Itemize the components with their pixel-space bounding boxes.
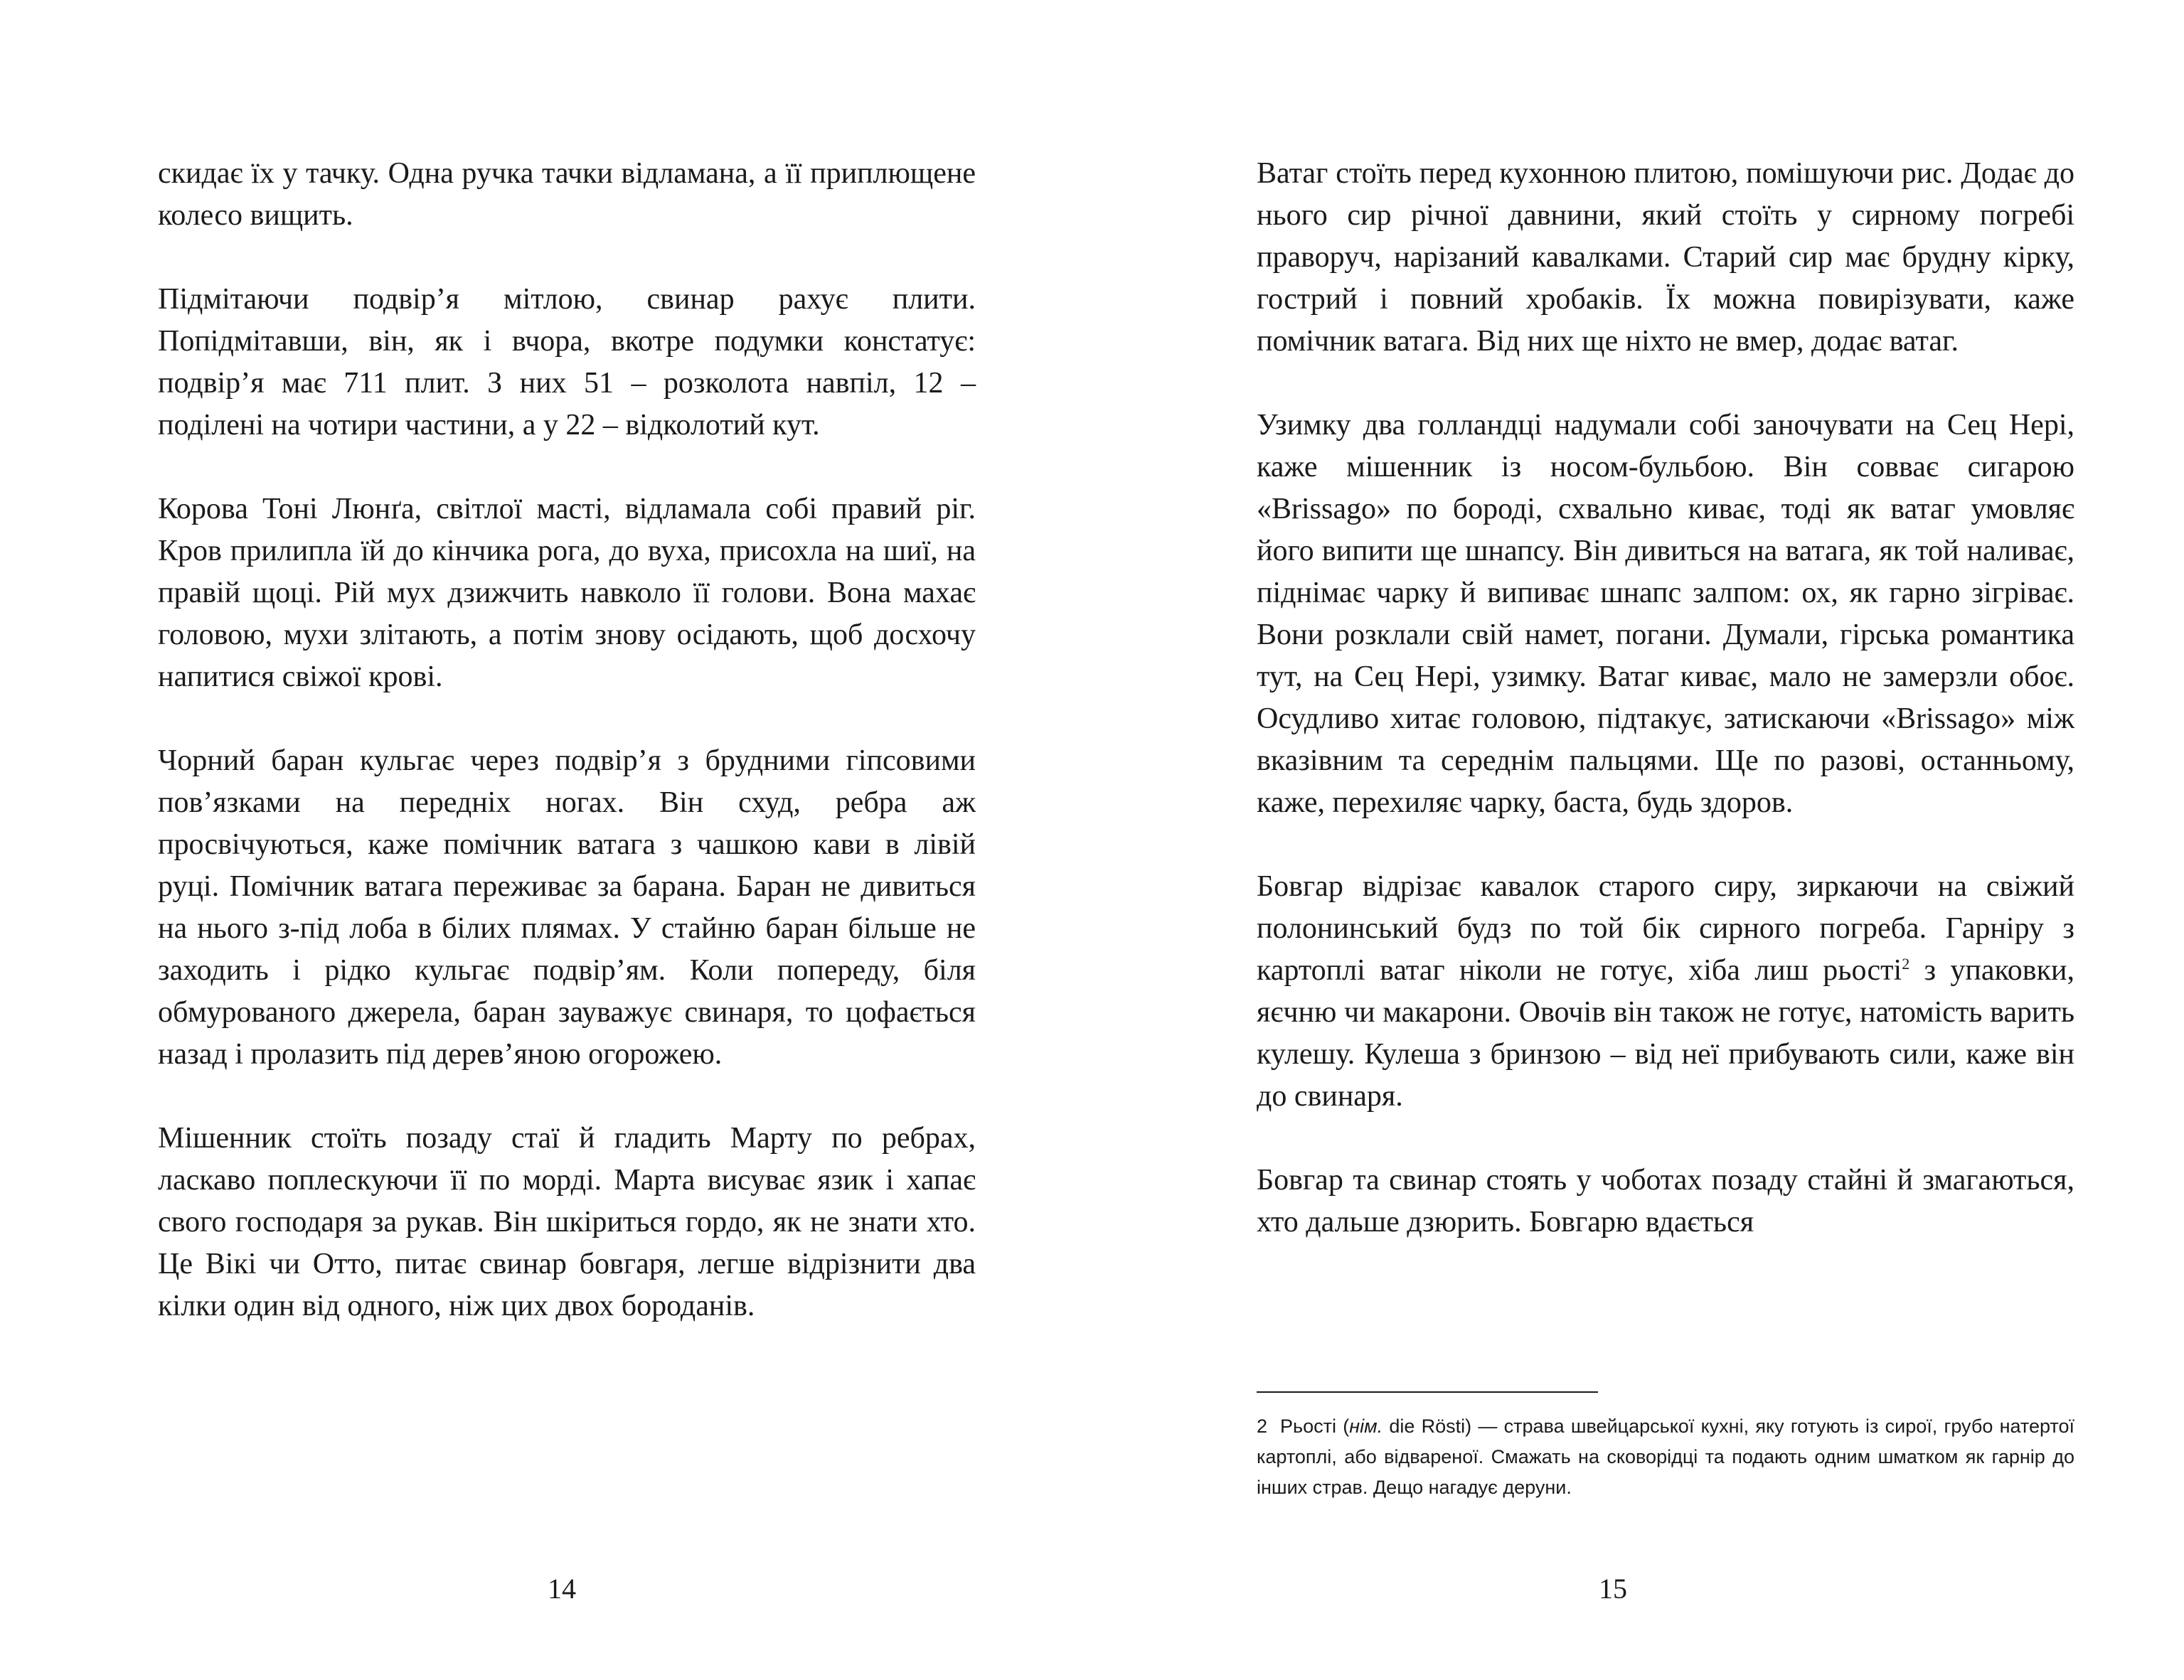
left-page-text: [158, 153, 976, 1327]
right-page-number: 15: [1599, 1573, 1627, 1605]
footnote-number: 2: [1257, 1416, 1268, 1437]
right-paragraph-3-after: з упаковки, яєчню чи макарони. Овочів він також не готує, натомість варить кулешу. Кулеша з бринзою – від неї прибувають сили, каже він до свинаря.: [1257, 954, 2074, 1113]
left-paragraph-2: Підмітаючи подвір’я мітлою, свинар рахує плити. Попідмітавши, він, як і вчора, вкотре подумки констатує: подвір’я має 711 плит. З них 51 – розколота навпіл, 12 – поділені на чотири частини, а у 22 – відколотий кут.: [158, 283, 976, 442]
left-paragraph-5: Мішенник стоїть позаду стаї й гладить Марту по ребрах, ласкаво поплескуючи її по морді. Марта висуває язик і хапає свого господаря за рукав. Він шкіриться гордо, як не знати хто. Це Вікі чи Отто, питає свинар бовгаря, легше відрізнити два кілки один від одного, ніж цих двох бороданів.: [158, 1122, 976, 1322]
right-paragraph-3: [1257, 866, 2074, 1118]
left-paragraph-1: скидає їх у тачку. Одна ручка тачки відламана, а її приплющене колесо вищить.: [158, 157, 976, 232]
right-paragraph-1: Ватаг стоїть перед кухонною плитою, помішуючи рис. Додає до нього сир річної давнини, який стоїть у сирному погребі праворуч, нарізаний кавалками. Старий сир має брудну кірку, гострий і повний хробаків. Їх можна повирізувати, каже помічник ватага. Від них ще ніхто не вмер, додає ватаг.: [1257, 157, 2074, 358]
right-page-text: [1257, 153, 2074, 1243]
left-paragraph-3: Корова Тоні Люнґа, світлої масті, відламала собі правий ріг. Кров прилипла їй до кінчика рога, до вуха, присохла на шиї, на правій щоці. Рій мух дзижчить навколо її голови. Вона махає головою, мухи злітають, а потім знову осідають, щоб досхочу напитися свіжої крові.: [158, 493, 976, 693]
footnote: [1257, 1411, 2074, 1503]
right-page: [1092, 0, 2184, 1680]
right-paragraph-2: Узимку два голландці надумали собі заночувати на Сец Нері, каже мішенник із носом-бульбою. Він совває сигарою «Brissago» по бороді, схвально киває, тоді як ватаг умовляє його випити ще шнапсу. Він дивиться на ватага, як той наливає, піднімає чарку й випиває шнапс залпом: ох, як гарно зігріває. Вони розклали свій намет, погани. Думали, гірська романтика тут, на Сец Нері, узимку. Ватаг киває, мало не замерзли обоє. Осудливо хитає головою, підтакує, затискаючи «Brissago» між вказівним та середнім пальцями. Ще по разові, останньому, каже, перехиляє чарку, баста, будь здоров.: [1257, 409, 2074, 819]
footnote-separator: [1257, 1391, 1598, 1393]
right-paragraph-4: Бовгар та свинар стоять у чоботах позаду стайні й змагаються, хто дальше дзюрить. Бовгарю вдається: [1257, 1164, 2074, 1238]
left-paragraph-4: Чорний баран кульгає через подвір’я з брудними гіпсовими пов’язками на передніх ногах. Він схуд, ребра аж просвічуються, каже помічник ватага з чашкою кави в лівій руці. Помічник ватага переживає за барана. Баран не дивиться на нього з-під лоба в білих плямах. У стайню баран більше не заходить і рідко кульгає подвір’ям. Коли попереду, біля обмурованого джерела, баран зауважує свинаря, то цофається назад і пролазить під дерев’яною огорожею.: [158, 744, 976, 1071]
footnote-term: Рьості (: [1280, 1416, 1350, 1437]
left-page-number: 14: [548, 1573, 576, 1605]
footnote-lang-label: нім.: [1349, 1416, 1383, 1437]
footnote-reference[interactable]: 2: [1902, 955, 1910, 973]
footnote-text: die Rösti) — страва швейцарської кухні, яку готують із сирої, грубо натертої картоплі, або відвареної. Смажать на сковорідці та подають одним шматком як гарнір до інших страв. Дещо нагадує деруни.: [1257, 1416, 2074, 1498]
right-paragraph-3-before: Бовгар відрізає кавалок старого сиру, зиркаючи на свіжий полонинський будз по той бік сирного погреба. Гарніру з картоплі ватаг ніколи не готує, хіба лиш рьості: [1257, 870, 2074, 987]
